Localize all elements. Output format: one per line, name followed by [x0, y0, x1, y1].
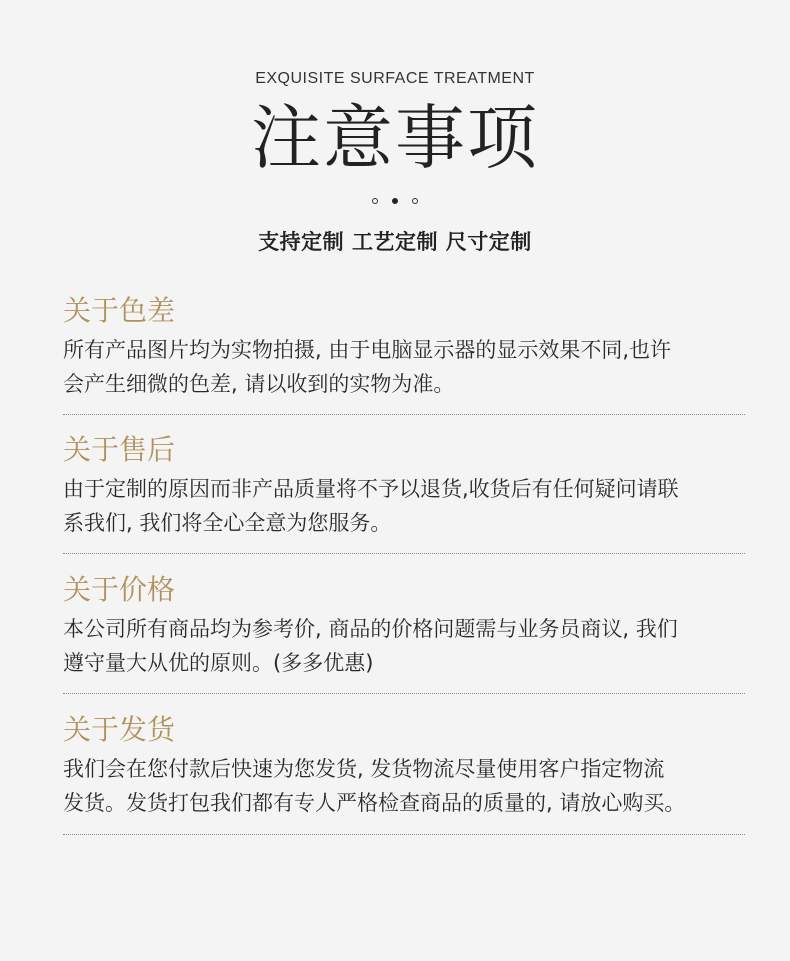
dot-filled-icon — [392, 198, 398, 204]
section-pricing — [63, 572, 747, 680]
decorative-dots — [0, 198, 790, 204]
page-subtitle: 支持定制 工艺定制 尺寸定制 — [258, 230, 532, 254]
section-heading: 关于发货 — [63, 713, 176, 746]
section-heading: 关于售后 — [63, 433, 176, 466]
section-divider — [63, 834, 745, 835]
section-divider — [63, 414, 745, 415]
dot-icon — [412, 198, 418, 204]
eyebrow-text: EXQUISITE SURFACE TREATMENT — [255, 70, 535, 87]
section-shipping — [63, 712, 747, 820]
section-heading: 关于价格 — [63, 573, 176, 606]
section-divider — [63, 553, 745, 554]
section-color-difference — [63, 293, 747, 401]
section-heading: 关于色差 — [63, 294, 176, 327]
section-body: 由于定制的原因而非产品质量将不予以退货,收货后有任何疑问请联 系我们, 我们将全心全意为您服务。 — [63, 477, 679, 535]
section-body: 本公司所有商品均为参考价, 商品的价格问题需与业务员商议, 我们 遵守量大从优的原则。(多多优惠) — [63, 617, 678, 675]
section-body: 我们会在您付款后快速为您发货, 发货物流尽量使用客户指定物流 发货。发货打包我们都有专人严格检查商品的质量的, 请放心购买。 — [63, 757, 686, 815]
section-body: 所有产品图片均为实物拍摄, 由于电脑显示器的显示效果不同,也许 会产生细微的色差, 请以收到的实物为准。 — [63, 338, 672, 396]
dot-icon — [372, 198, 378, 204]
section-divider — [63, 693, 745, 694]
section-after-sales — [63, 432, 747, 540]
page-title: 注意事项 — [251, 97, 539, 179]
